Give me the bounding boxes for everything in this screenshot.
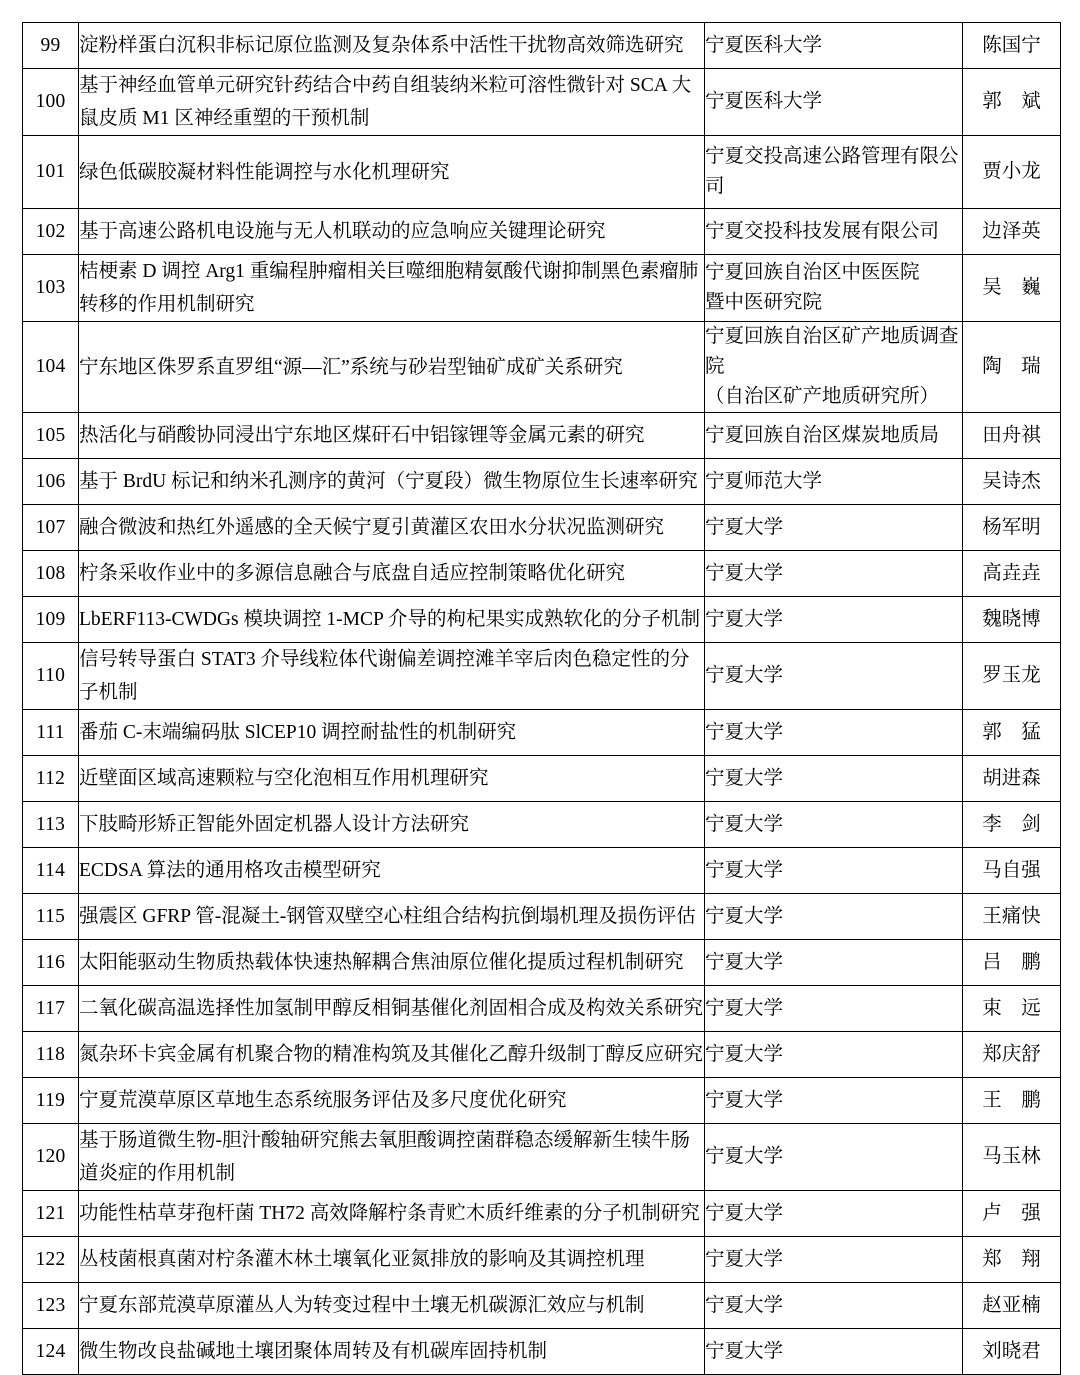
organization-cell xyxy=(705,802,963,848)
organization-cell xyxy=(705,1237,963,1283)
table-body xyxy=(23,23,1061,1375)
applicant-name-cell: 边泽英 xyxy=(963,209,1061,255)
organization-cell xyxy=(705,1032,963,1078)
table-row xyxy=(23,1032,1061,1078)
table-row xyxy=(23,1124,1061,1191)
organization-cell xyxy=(705,1124,963,1191)
organization-line: 宁夏大学 xyxy=(705,665,784,686)
applicant-name-cell: 魏晓博 xyxy=(963,597,1061,643)
organization-cell xyxy=(705,1329,963,1375)
table-row xyxy=(23,848,1061,894)
table-row xyxy=(23,802,1061,848)
organization-cell xyxy=(705,597,963,643)
organization-line: 宁夏回族自治区中医医院 xyxy=(705,262,920,283)
organization-cell xyxy=(705,1078,963,1124)
project-title-cell: 番茄 C-末端编码肽 SlCEP10 调控耐盐性的机制研究 xyxy=(79,710,705,756)
project-title-cell: 柠条采收作业中的多源信息融合与底盘自适应控制策略优化研究 xyxy=(79,551,705,597)
organization-line: 宁夏大学 xyxy=(705,1340,784,1362)
row-index-cell: 107 xyxy=(23,505,79,551)
project-title-cell: 热活化与硝酸协同浸出宁东地区煤矸石中铝镓锂等金属元素的研究 xyxy=(79,413,705,459)
row-index-cell: 123 xyxy=(23,1283,79,1329)
table-row xyxy=(23,1329,1061,1375)
project-title-cell: 基于肠道微生物-胆汁酸轴研究熊去氧胆酸调控菌群稳态缓解新生犊牛肠道炎症的作用机制 xyxy=(79,1124,705,1191)
applicant-name-cell: 马自强 xyxy=(963,848,1061,894)
row-index-cell: 104 xyxy=(23,322,79,413)
applicant-name-cell: 赵亚楠 xyxy=(963,1283,1061,1329)
row-index-cell: 110 xyxy=(23,643,79,710)
organization-line: 宁夏交投高速公路管理有限公司 xyxy=(705,146,959,197)
project-title-cell: 二氧化碳高温选择性加氢制甲醇反相铜基催化剂固相合成及构效关系研究 xyxy=(79,986,705,1032)
project-title-cell: 微生物改良盐碱地土壤团聚体周转及有机碳库固持机制 xyxy=(79,1329,705,1375)
row-index-cell: 100 xyxy=(23,69,79,136)
project-title-cell: 太阳能驱动生物质热载体快速热解耦合焦油原位催化提质过程机制研究 xyxy=(79,940,705,986)
organization-line: 宁夏大学 xyxy=(705,721,784,743)
project-title-cell: 氮杂环卡宾金属有机聚合物的精准构筑及其催化乙醇升级制丁醇反应研究 xyxy=(79,1032,705,1078)
applicant-name-cell: 束 远 xyxy=(963,986,1061,1032)
applicant-name-cell: 郭 猛 xyxy=(963,710,1061,756)
applicant-name-cell: 刘晓君 xyxy=(963,1329,1061,1375)
organization-line: 宁夏大学 xyxy=(705,951,784,973)
organization-cell xyxy=(705,69,963,136)
project-title-cell: 丛枝菌根真菌对柠条灌木林土壤氧化亚氮排放的影响及其调控机理 xyxy=(79,1237,705,1283)
table-row xyxy=(23,756,1061,802)
organization-cell xyxy=(705,459,963,505)
row-index-cell: 109 xyxy=(23,597,79,643)
table-row xyxy=(23,505,1061,551)
project-title-cell: 宁夏东部荒漠草原灌丛人为转变过程中土壤无机碳源汇效应与机制 xyxy=(79,1283,705,1329)
table-row xyxy=(23,894,1061,940)
project-list-table xyxy=(22,22,1061,1375)
organization-line: 宁夏回族自治区煤炭地质局 xyxy=(705,424,940,446)
applicant-name-cell: 郑庆舒 xyxy=(963,1032,1061,1078)
organization-line: 宁夏大学 xyxy=(705,1202,784,1224)
row-index-cell: 105 xyxy=(23,413,79,459)
applicant-name-cell: 吴 巍 xyxy=(963,255,1061,322)
row-index-cell: 114 xyxy=(23,848,79,894)
project-title-cell: 强震区 GFRP 管-混凝土-钢管双壁空心柱组合结构抗倒塌机理及损伤评估 xyxy=(79,894,705,940)
applicant-name-cell: 王痛快 xyxy=(963,894,1061,940)
organization-cell xyxy=(705,848,963,894)
organization-cell xyxy=(705,643,963,710)
row-index-cell: 108 xyxy=(23,551,79,597)
applicant-name-cell: 郭 斌 xyxy=(963,69,1061,136)
applicant-name-cell: 吕 鹏 xyxy=(963,940,1061,986)
project-title-cell: 下肢畸形矫正智能外固定机器人设计方法研究 xyxy=(79,802,705,848)
row-index-cell: 112 xyxy=(23,756,79,802)
project-title-cell: 桔梗素 D 调控 Arg1 重编程肿瘤相关巨噬细胞精氨酸代谢抑制黑色素瘤肺转移的作用机制研究 xyxy=(79,255,705,322)
organization-line: 宁夏大学 xyxy=(705,813,784,835)
applicant-name-cell: 马玉林 xyxy=(963,1124,1061,1191)
organization-line: 宁夏医科大学 xyxy=(705,34,823,56)
applicant-name-cell: 罗玉龙 xyxy=(963,643,1061,710)
row-index-cell: 122 xyxy=(23,1237,79,1283)
organization-cell xyxy=(705,23,963,69)
table-row xyxy=(23,413,1061,459)
row-index-cell: 119 xyxy=(23,1078,79,1124)
project-title-cell: 基于高速公路机电设施与无人机联动的应急响应关键理论研究 xyxy=(79,209,705,255)
organization-cell xyxy=(705,1191,963,1237)
organization-cell xyxy=(705,255,963,322)
organization-cell xyxy=(705,505,963,551)
row-index-cell: 99 xyxy=(23,23,79,69)
applicant-name-cell: 郑 翔 xyxy=(963,1237,1061,1283)
table-row xyxy=(23,986,1061,1032)
table-row xyxy=(23,643,1061,710)
applicant-name-cell: 高垚垚 xyxy=(963,551,1061,597)
organization-line: （自治区矿产地质研究所） xyxy=(705,386,940,407)
organization-cell xyxy=(705,940,963,986)
organization-cell xyxy=(705,894,963,940)
organization-cell xyxy=(705,1283,963,1329)
row-index-cell: 106 xyxy=(23,459,79,505)
applicant-name-cell: 吴诗杰 xyxy=(963,459,1061,505)
project-title-cell: 基于 BrdU 标记和纳米孔测序的黄河（宁夏段）微生物原位生长速率研究 xyxy=(79,459,705,505)
project-title-cell: 功能性枯草芽孢杆菌 TH72 高效降解柠条青贮木质纤维素的分子机制研究 xyxy=(79,1191,705,1237)
applicant-name-cell: 陶 瑞 xyxy=(963,322,1061,413)
table-row xyxy=(23,551,1061,597)
table-row xyxy=(23,1283,1061,1329)
organization-line: 宁夏大学 xyxy=(705,516,784,538)
project-title-cell: 近壁面区域高速颗粒与空化泡相互作用机理研究 xyxy=(79,756,705,802)
organization-line: 宁夏回族自治区矿产地质调查院 xyxy=(705,326,959,377)
row-index-cell: 124 xyxy=(23,1329,79,1375)
organization-cell xyxy=(705,136,963,209)
organization-line: 宁夏大学 xyxy=(705,905,784,927)
table-row xyxy=(23,1191,1061,1237)
row-index-cell: 102 xyxy=(23,209,79,255)
organization-line: 宁夏大学 xyxy=(705,859,784,881)
table-row xyxy=(23,136,1061,209)
organization-line: 宁夏师范大学 xyxy=(705,470,823,492)
applicant-name-cell: 田舟祺 xyxy=(963,413,1061,459)
organization-cell xyxy=(705,322,963,413)
organization-line: 宁夏大学 xyxy=(705,767,784,789)
applicant-name-cell: 杨军明 xyxy=(963,505,1061,551)
project-title-cell: 融合微波和热红外遥感的全天候宁夏引黄灌区农田水分状况监测研究 xyxy=(79,505,705,551)
project-title-cell: ECDSA 算法的通用格攻击模型研究 xyxy=(79,848,705,894)
organization-cell xyxy=(705,551,963,597)
row-index-cell: 115 xyxy=(23,894,79,940)
organization-line: 宁夏大学 xyxy=(705,562,784,584)
organization-line: 宁夏医科大学 xyxy=(705,91,823,112)
table-row xyxy=(23,209,1061,255)
project-title-cell: 信号转导蛋白 STAT3 介导线粒体代谢偏差调控滩羊宰后肉色稳定性的分子机制 xyxy=(79,643,705,710)
row-index-cell: 116 xyxy=(23,940,79,986)
table-row xyxy=(23,1237,1061,1283)
organization-cell xyxy=(705,756,963,802)
organization-cell xyxy=(705,986,963,1032)
organization-line: 宁夏大学 xyxy=(705,1294,784,1316)
applicant-name-cell: 李 剑 xyxy=(963,802,1061,848)
applicant-name-cell: 陈国宁 xyxy=(963,23,1061,69)
table-row xyxy=(23,940,1061,986)
organization-line: 宁夏大学 xyxy=(705,1248,784,1270)
table-row xyxy=(23,1078,1061,1124)
table-row xyxy=(23,597,1061,643)
table-row xyxy=(23,459,1061,505)
table-row xyxy=(23,255,1061,322)
row-index-cell: 101 xyxy=(23,136,79,209)
table-row xyxy=(23,322,1061,413)
organization-line: 宁夏大学 xyxy=(705,997,784,1019)
organization-line: 暨中医研究院 xyxy=(705,292,823,313)
project-title-cell: 基于神经血管单元研究针药结合中药自组装纳米粒可溶性微针对 SCA 大鼠皮质 M1 区神经重塑的干预机制 xyxy=(79,69,705,136)
project-title-cell: LbERF113-CWDGs 模块调控 1-MCP 介导的枸杞果实成熟软化的分子机制 xyxy=(79,597,705,643)
row-index-cell: 121 xyxy=(23,1191,79,1237)
organization-line: 宁夏大学 xyxy=(705,1089,784,1111)
applicant-name-cell: 胡进森 xyxy=(963,756,1061,802)
row-index-cell: 118 xyxy=(23,1032,79,1078)
organization-line: 宁夏交投科技发展有限公司 xyxy=(705,220,940,242)
row-index-cell: 117 xyxy=(23,986,79,1032)
organization-line: 宁夏大学 xyxy=(705,608,784,630)
row-index-cell: 113 xyxy=(23,802,79,848)
organization-cell xyxy=(705,710,963,756)
row-index-cell: 120 xyxy=(23,1124,79,1191)
applicant-name-cell: 贾小龙 xyxy=(963,136,1061,209)
organization-cell xyxy=(705,209,963,255)
project-title-cell: 绿色低碳胶凝材料性能调控与水化机理研究 xyxy=(79,136,705,209)
organization-line: 宁夏大学 xyxy=(705,1146,784,1167)
organization-cell xyxy=(705,413,963,459)
project-title-cell: 淀粉样蛋白沉积非标记原位监测及复杂体系中活性干扰物高效筛选研究 xyxy=(79,23,705,69)
project-title-cell: 宁夏荒漠草原区草地生态系统服务评估及多尺度优化研究 xyxy=(79,1078,705,1124)
row-index-cell: 111 xyxy=(23,710,79,756)
applicant-name-cell: 卢 强 xyxy=(963,1191,1061,1237)
project-title-cell: 宁东地区侏罗系直罗组“源—汇”系统与砂岩型铀矿成矿关系研究 xyxy=(79,322,705,413)
organization-line: 宁夏大学 xyxy=(705,1043,784,1065)
table-row xyxy=(23,23,1061,69)
table-row xyxy=(23,710,1061,756)
row-index-cell: 103 xyxy=(23,255,79,322)
applicant-name-cell: 王 鹏 xyxy=(963,1078,1061,1124)
table-row xyxy=(23,69,1061,136)
